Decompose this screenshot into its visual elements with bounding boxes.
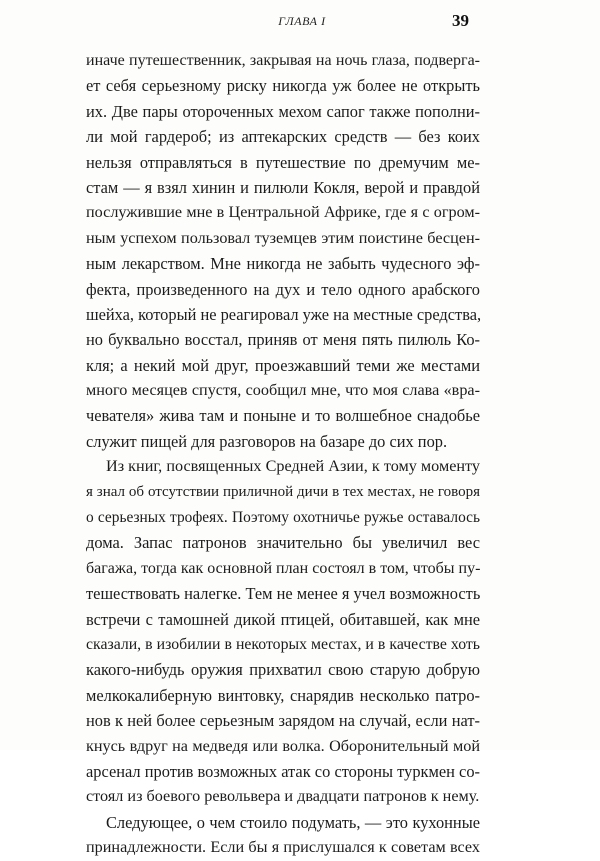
text-line: ет себя серьезному риску никогда уж более не открыть [86, 76, 480, 96]
text-line: встречи с тамошней дикой птицей, обитавшей, как мне [86, 609, 480, 629]
text-line: много месяцев спустя, сообщил мне, что моя слава «вра- [86, 381, 480, 400]
text-line: стам — я взял хинин и пилюли Кокля, верой и правдой [86, 177, 480, 197]
text-line: ным лекарством. Мне никогда не забыть чудесного эф- [86, 254, 480, 274]
text-line: о серьезных трофеях. Поэтому охотничье ружье оставалось [86, 509, 480, 527]
text-line: но буквально восстал, приняв от меня пять пилюль Ко- [86, 330, 480, 350]
text-line: какого-нибудь оружия прихватил свою старую добрую [86, 660, 480, 680]
running-header-chapter: ГЛАВА I [278, 14, 326, 28]
text-line: Из книг, посвященных Средней Азии, к тому моменту [106, 457, 480, 476]
text-line: Следующее, о чем стоило подумать, — это кухонные [106, 812, 480, 832]
text-line: принадлежности. Если бы я прислушался к советам всех [86, 838, 480, 857]
text-line: послужившие мне в Центральной Африке, где я с огром- [86, 203, 480, 222]
body-text [86, 48, 480, 861]
text-line: тешествовать налегке. Тем не менее я учел возможность [86, 584, 481, 604]
text-line: я знал об отсутствии приличной дичи в тех местах, не говоря [86, 483, 480, 500]
text-line: фекта, произведенного на дух и тело одного арабского [86, 279, 480, 299]
text-line: нов к ней более серьезным зарядом на случай, если нат- [86, 711, 480, 731]
text-line: багажа, тогда как основной план состоял в том, чтобы пу- [86, 559, 481, 577]
text-line: стоял из боевого револьвера и двадцати патронов к нему. [86, 787, 480, 806]
text-line: дома. Запас патронов значительно бы увеличил вес [86, 533, 480, 553]
text-line: ли мой гардероб; из аптекарских средств — без коих [86, 127, 480, 147]
page-number: 39 [452, 11, 469, 30]
text-line: чевателя» жива там и поныне и то волшебное снадобье [86, 406, 480, 426]
text-line: кнусь вдруг на медведя или волка. Оборонительный мой [86, 736, 480, 755]
text-line: их. Две пары отороченных мехом сапог также пополни- [86, 101, 480, 121]
text-line: кля; а некий мой друг, проезжавший теми же местами [86, 355, 480, 375]
text-line: иначе путешественник, закрывая на ночь глаза, подверга- [86, 52, 480, 69]
text-line: мелкокалиберную винтовку, снарядив несколько патро- [86, 685, 480, 705]
text-line: шейха, который не реагировал уже на местные средства, [86, 304, 482, 324]
text-line: арсенал против возможных атак со стороны туркмен со- [86, 761, 480, 781]
text-line: служит пищей для разговоров на базаре до сих пор. [86, 431, 448, 451]
text-line: нельзя отправляться в путешествие по дремучим ме- [86, 152, 480, 172]
text-line: сказали, в изобилии в некоторых местах, и в качестве хоть [86, 635, 480, 653]
text-line: ным успехом пользовал туземцев этим поистине бесцен- [86, 228, 480, 247]
